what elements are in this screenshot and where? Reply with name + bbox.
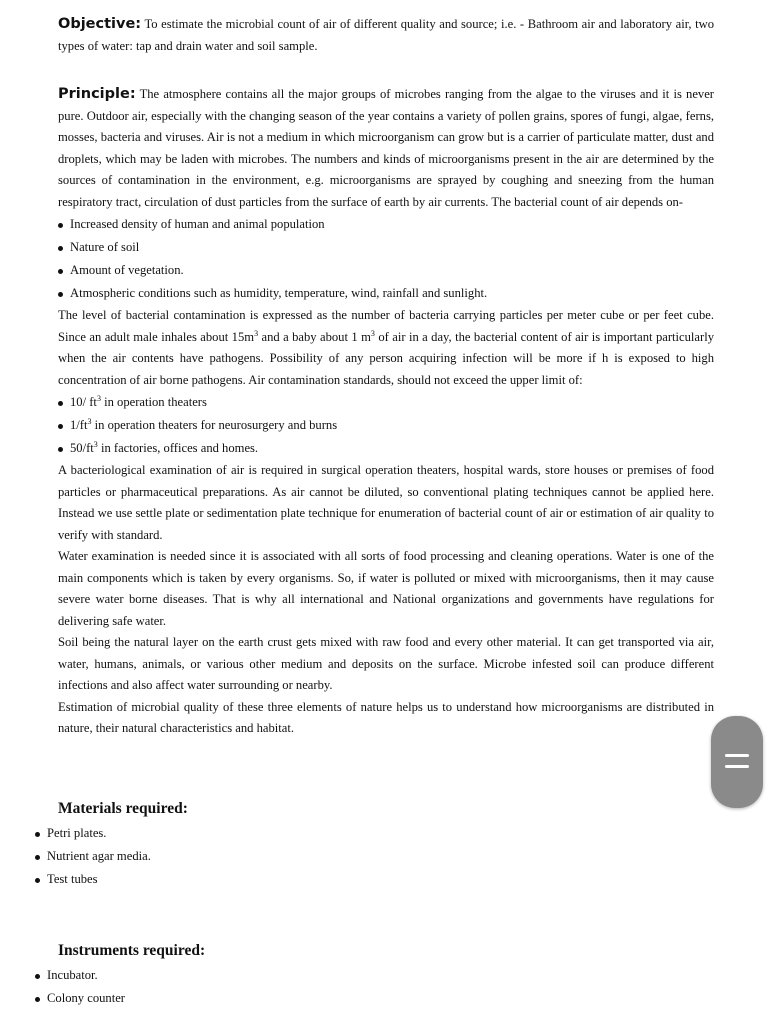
list-item: Amount of vegetation. xyxy=(58,259,714,282)
superscript: 3 xyxy=(87,416,92,426)
superscript: 3 xyxy=(254,328,259,338)
grip-line-icon xyxy=(725,765,749,768)
limit-value: 1/ft xyxy=(70,418,88,432)
list-item: Test tubes xyxy=(35,868,151,891)
instruments-heading: Instruments required: xyxy=(58,942,206,959)
principle-paragraph xyxy=(58,84,714,213)
limit-text: in operation theaters xyxy=(100,395,207,409)
water-paragraph: Water examination is needed since it is associated with all sorts of food processing and cleaning operations. Water is one of the main components which is taken by every organisms. So, if water is polluted or mixed with microorganisms, then it may cause severe water borne diseases. That is why all international and National organizations and governments have regulations for delivering safe water. xyxy=(58,549,714,628)
contamination-text-c: of air in a day, the bacterial content of air is important particularly when the air contents have pathogens. Possibility of any person acquiring infection will be more if h is exposed to high concentration of air borne pathogens. Air contamination standards, should not exceed the upper limit of: xyxy=(58,329,715,387)
limit-text: in operation theaters for neurosurgery and burns xyxy=(91,418,338,432)
materials-list xyxy=(35,822,151,891)
objective-paragraph xyxy=(58,14,714,57)
list-item xyxy=(58,437,714,460)
principle-heading: Principle: xyxy=(58,86,136,102)
instruments-list xyxy=(35,964,125,1010)
limits-list xyxy=(58,391,714,460)
limit-value: 10/ ft xyxy=(70,395,97,409)
objective-section xyxy=(58,14,714,57)
objective-heading: Objective: xyxy=(58,16,142,32)
limit-text: in factories, offices and homes. xyxy=(97,441,259,455)
materials-heading: Materials required: xyxy=(58,800,188,817)
list-item: Incubator. xyxy=(35,964,125,987)
grip-line-icon xyxy=(725,754,749,757)
superscript: 3 xyxy=(96,393,101,403)
air-paragraph: A bacteriological examination of air is required in surgical operation theaters, hospital wards, store houses or premises of food particles or pharmaceutical preparations. As air cannot be diluted, so conventional plating techniques cannot be applied here. Instead we use settle plate or sedimentation plate technique for enumeration of bacterial count of air or estimation of air quality to verify with standard. xyxy=(58,463,714,542)
limit-value: 50/ft xyxy=(70,441,94,455)
list-item xyxy=(58,414,714,437)
estimation-paragraph: Estimation of microbial quality of these three elements of nature helps us to understand how microorganisms are distributed in nature, their natural characteristics and habitat. xyxy=(58,699,714,735)
contamination-text-a: The level of bacterial contamination is expressed as the number of bacteria carrying particles per meter cube or per feet cube. Since an adult male inhales about 15m xyxy=(58,308,714,344)
objective-text: To estimate the microbial count of air of different quality and source; i.e. - Bathroom air and laboratory air, two types of water: tap and drain water and soil sample. xyxy=(58,17,714,53)
scroll-handle[interactable] xyxy=(711,716,763,808)
contamination-paragraph xyxy=(58,305,714,391)
list-item: Nutrient agar media. xyxy=(35,845,151,868)
factors-list xyxy=(58,213,714,305)
principle-text: The atmosphere contains all the major groups of microbes ranging from the algae to the viruses and it is never pure. Outdoor air, especially with the changing season of the year contains a variety of pollen grains, spores of fungi, algae, ferns, mosses, bacteria and viruses. Air is not a medium in which microorganism can grow but is a carrier of particulate matter, dust and droplets, which may be laden with microbes. The numbers and kinds of microorganisms present in the air are determined by the sources of contamination in the environment, e.g. microorganisms are sprayed by coughing and sneezing from the human respiratory tract, circulation of dust particles from the surface of earth by air currents. The bacterial count of air depends on- xyxy=(58,87,714,209)
soil-paragraph: Soil being the natural layer on the earth crust gets mixed with raw food and every other material. It can get transported via air, water, humans, animals, or various other medium and deposits on the surface. Microbe infested soil can produce different infections and also affect water surrounding or nearby. xyxy=(58,635,714,692)
list-item: Nature of soil xyxy=(58,236,714,259)
principle-section xyxy=(58,84,714,740)
list-item: Increased density of human and animal population xyxy=(58,213,714,236)
list-item: Atmospheric conditions such as humidity, temperature, wind, rainfall and sunlight. xyxy=(58,282,714,305)
superscript: 3 xyxy=(370,328,375,338)
list-item xyxy=(58,391,714,414)
contamination-text-b: and a baby about 1 m xyxy=(258,329,371,344)
list-item: Colony counter xyxy=(35,987,125,1010)
superscript: 3 xyxy=(93,439,98,449)
list-item: Petri plates. xyxy=(35,822,151,845)
